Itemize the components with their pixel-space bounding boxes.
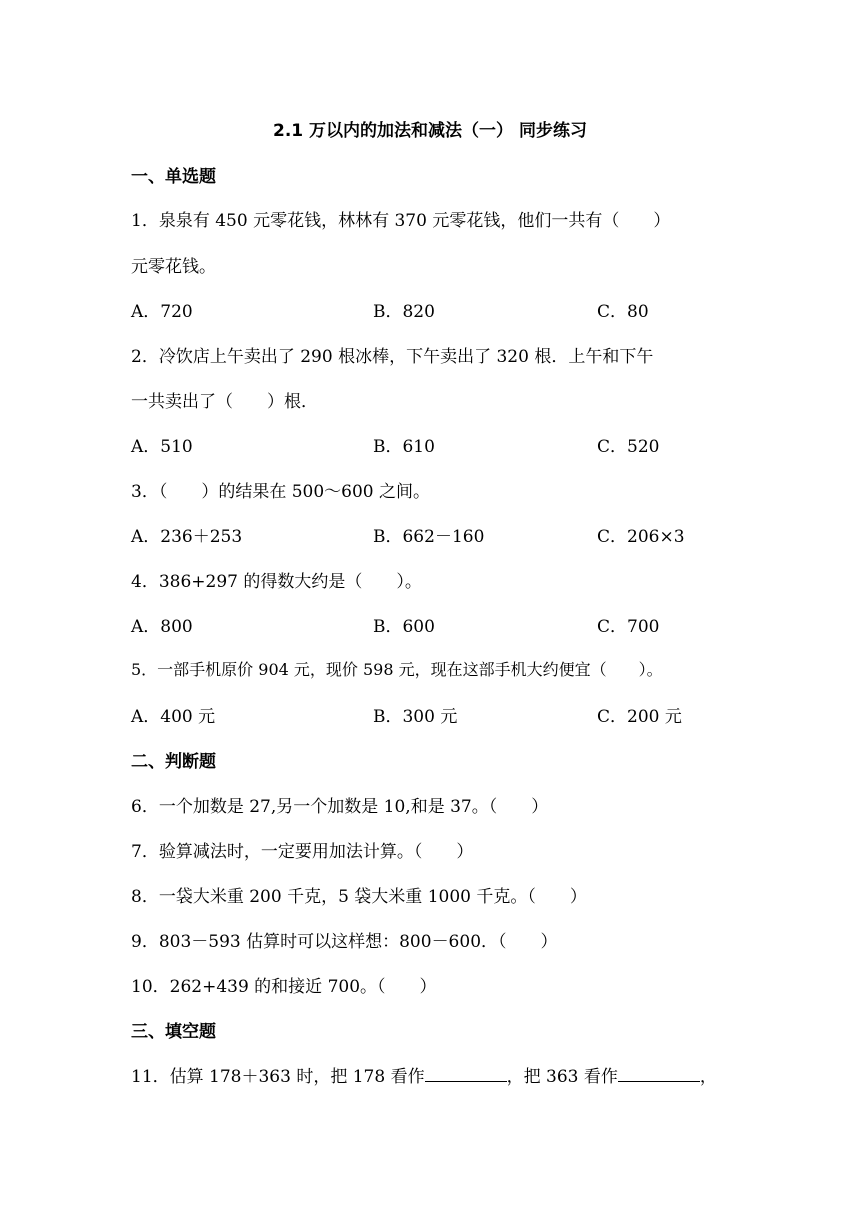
page-title: 2.1 万以内的加法和减法（一） 同步练习 (273, 121, 587, 141)
question-2-option-c: C．520 (597, 437, 660, 457)
question-6: 6．一个加数是 27,另一个加数是 10,和是 37。（ ） (131, 797, 549, 817)
question-4-option-b: B．600 (373, 617, 435, 637)
question-1-options (131, 297, 731, 321)
question-1-option-c: C．80 (597, 302, 649, 322)
question-3-line-1: 3．（ ）的结果在 500～600 之间。 (131, 482, 431, 502)
question-11-text-1: 11．估算 178＋363 时，把 178 看作 (131, 1067, 425, 1087)
question-5-option-a: A．400 元 (131, 707, 216, 727)
question-11-blank-2[interactable] (618, 1063, 700, 1082)
question-5-option-c: C．200 元 (597, 707, 682, 727)
question-5-options (131, 702, 731, 726)
question-8: 8．一袋大米重 200 千克，5 袋大米重 1000 千克。（ ） (131, 887, 587, 907)
section-heading-single-choice: 一、单选题 (131, 167, 216, 187)
section-heading-fill-blank: 三、填空题 (131, 1022, 216, 1042)
section-heading-true-false: 二、判断题 (131, 752, 216, 772)
question-2-line-1: 2．冷饮店上午卖出了 290 根冰棒，下午卖出了 320 根．上午和下午 (131, 347, 654, 367)
question-3-option-b: B．662－160 (373, 527, 485, 547)
question-4-line-1: 4．386+297 的得数大约是（ ）。 (131, 572, 422, 592)
question-7: 7．验算减法时，一定要用加法计算。（ ） (131, 842, 474, 862)
question-1-line-2: 元零花钱。 (131, 257, 216, 277)
question-4-options (131, 612, 731, 636)
question-9: 9．803－593 估算时可以这样想：800－600．（ ） (131, 932, 558, 952)
question-1-option-a: A．720 (131, 302, 193, 322)
question-4-option-c: C．700 (597, 617, 660, 637)
question-10: 10．262+439 的和接近 700。（ ） (131, 977, 437, 997)
question-4-option-a: A．800 (131, 617, 193, 637)
question-2-option-b: B．610 (373, 437, 435, 457)
question-5-line-1: 5．一部手机原价 904 元，现价 598 元，现在这部手机大约便宜（ ）。 (131, 660, 663, 679)
question-3-option-c: C．206×3 (597, 527, 685, 547)
question-1-line-1: 1．泉泉有 450 元零花钱，林林有 370 元零花钱，他们一共有（ ） (131, 211, 671, 231)
question-3-options (131, 522, 731, 546)
question-1-option-b: B．820 (373, 302, 435, 322)
question-2-option-a: A．510 (131, 437, 193, 457)
question-11-text-2: ，把 363 看作 (506, 1067, 618, 1087)
question-5-option-b: B．300 元 (373, 707, 458, 727)
question-11-blank-1[interactable] (425, 1063, 507, 1082)
question-2-line-2: 一共卖出了（ ）根． (131, 392, 318, 412)
question-11-line-1 (131, 1062, 731, 1087)
question-11-text-3: ， (699, 1067, 717, 1087)
question-3-option-a: A．236＋253 (131, 527, 243, 547)
question-2-options (131, 432, 731, 456)
